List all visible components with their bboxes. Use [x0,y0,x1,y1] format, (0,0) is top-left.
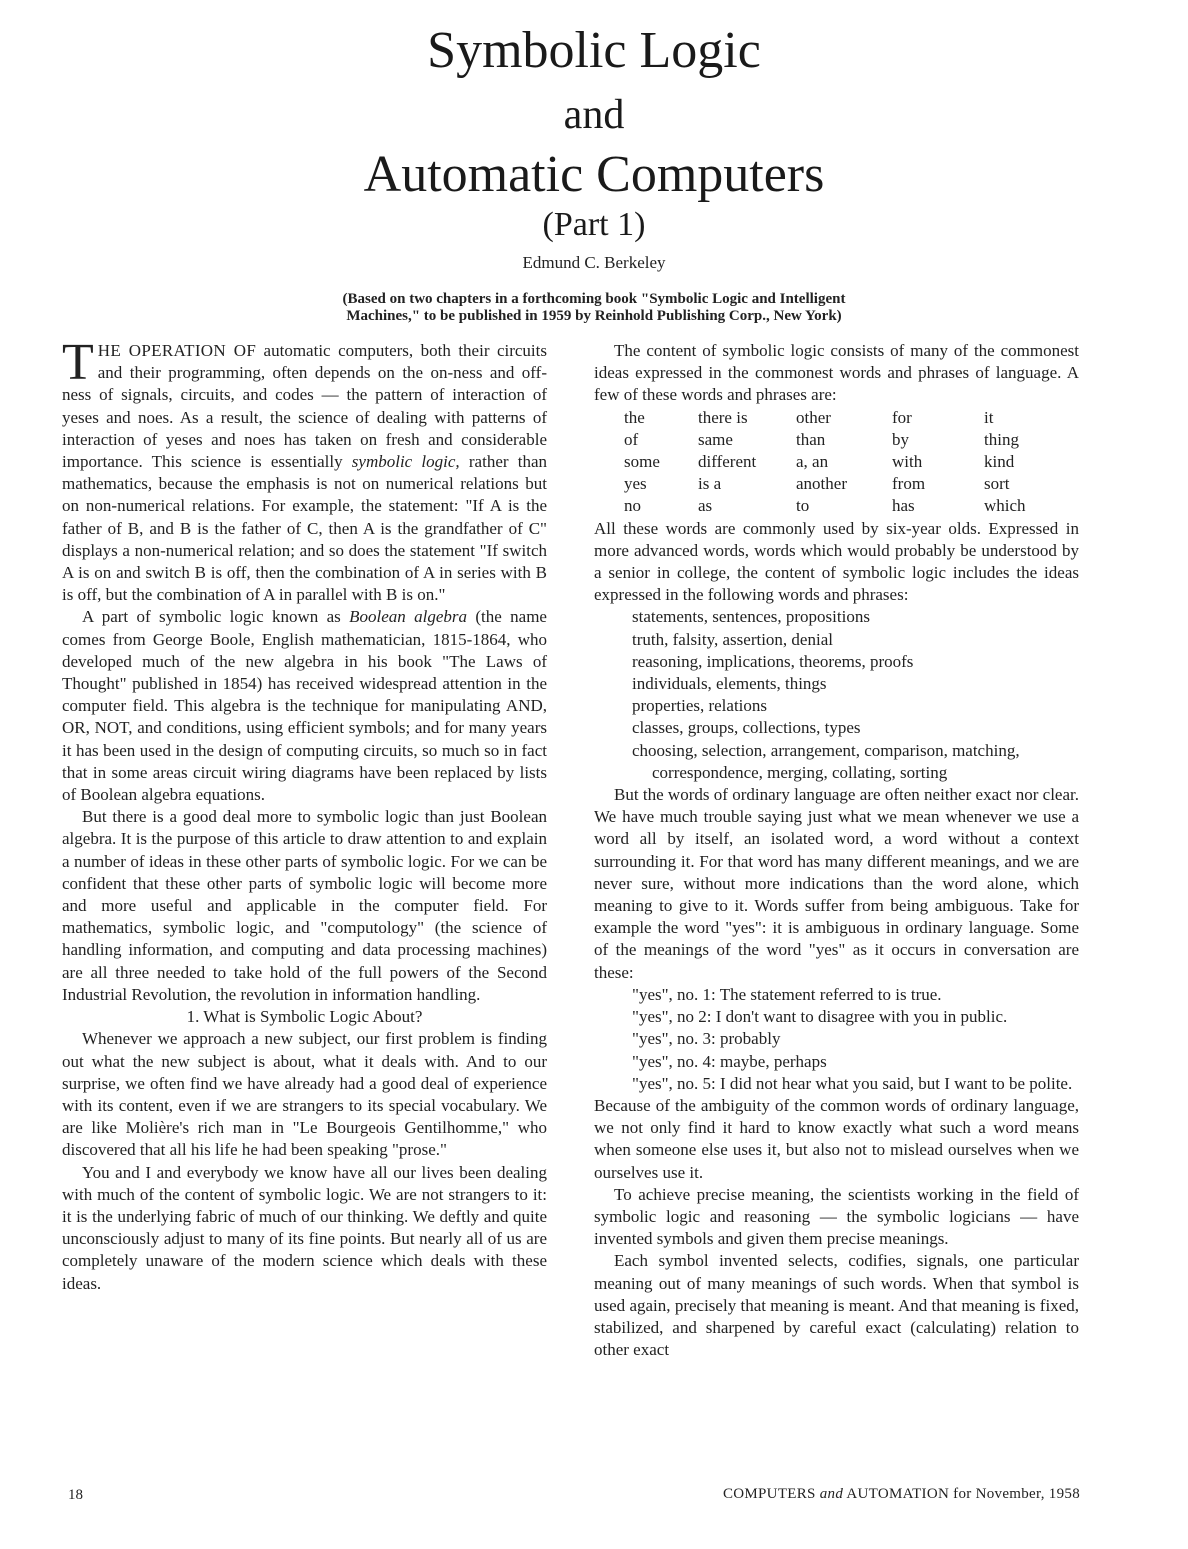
word-cell: of [624,429,639,449]
yes-meaning-item: "yes", no. 5: I did not hear what you said, but I want to be polite. [632,1073,1073,1093]
word-cell: thing [984,429,1019,449]
word-cell: no [624,496,641,516]
word-cell: with [892,452,923,472]
intro-text-b: rather than mathematics, because the emphasis is not on numerical relations but on non-numerical relations. For example, the statement: "If A is the father of B, and B is the father of C, then A is the grandfather of C" displays a non-numerical relation; and so does the statement "If switch A is on and switch B is off, then the combination of A in series with B is off, but the combination of A in parallel with B is on." [62,452,548,605]
footer-magazine-and: and [819,1486,844,1502]
footer-magazine-a: COMPUTERS [722,1486,820,1502]
word-table-row [624,429,1026,451]
title-line-3: Automatic Computers [363,146,825,203]
paragraph-everybody: You and I and everybody we know have all our lives been dealing with much of the content of symbolic logic. We are not strangers to it: it is the underlying fabric of much of our thinking. We deftly and quite unconsciously adjust to many of its fine points. But nearly all of us are completely unaware of the modern science which deals with these ideas. [62,1162,547,1293]
word-cell: there is [698,407,748,427]
yes-meaning-item: "yes", no. 3: probably [632,1029,781,1049]
word-cell: is a [698,474,722,494]
boolean-text-b: (the name comes from George Boole, English mathematician, 1815-1864, who developed much of the new algebra in his book "The Laws of Thought" published in 1854) has received widespread attention in the computer field. This algebra is the technique for manipulating AND, OR, NOT, and conditions, using efficient symbols; and for many years it has been used in the design of computing circuits, so much so in fact that in some areas circuit wiring diagrams have been replaced by lists of Boolean algebra equations. [62,607,547,805]
author-byline: Edmund C. Berkeley [522,253,666,272]
word-cell: for [892,407,912,427]
paragraph-each-symbol: Each symbol invented selects, codifies, signals, one particular meaning out of many meanings of such words. When that symbol is used again, precisely that meaning is meant. And that meaning is fixed, stabilized, and sharpened by careful exact (calculating) relation to other exact [594,1251,1079,1360]
intro-text-a: automatic computers, both their circuits and their programming, often depends on the on-ness and off-ness of signals, circuits, and codes — the pattern of interaction of yeses and noes. As a result, the science of dealing with patterns of interaction of yeses and noes has taken on fresh and considerable importance. This science is essentially [62,341,547,472]
paragraph-boolean [62,606,547,806]
word-table-row [624,451,1026,473]
right-column [594,340,1079,1361]
boolean-text-a: A part of symbolic logic known as [82,607,350,627]
word-cell: which [984,496,1026,516]
title-line-2: and [563,92,625,138]
paragraph-precise-meaning: To achieve precise meaning, the scientists working in the field of symbolic logic and reasoning — the symbolic logicians — have invented symbols and given them precise meanings. [594,1184,1079,1249]
word-cell: as [698,496,713,516]
yes-meanings-list [594,984,1079,1095]
word-cell: yes [624,474,647,494]
phrase-item: statements, sentences, propositions [632,607,870,627]
word-cell: the [624,407,645,427]
phrase-item: truth, falsity, assertion, denial [632,629,833,649]
editor-note-line-2: Machines," to be published in 1959 by Reinhold Publishing Corp., New York) [346,308,842,324]
footer-magazine-b: AUTOMATION for November, 1958 [843,1486,1080,1502]
paragraph-approach: Whenever we approach a new subject, our first problem is finding out what the new subject is about, what it deals with. And to our surprise, we often find we have already had a good deal of experience with its content, even if we are strangers to its special vocabulary. We are like Molière's rich man in "Le Bourgeois Gentilhomme," who discovered that all his life he had been speaking "prose." [62,1029,547,1160]
word-cell: kind [984,452,1015,472]
word-table-row [624,407,1026,429]
paragraph-content: The content of symbolic logic consists of many of the commonest ideas expressed in the commonest words and phrases of language. A few of these words and phrases are: [594,341,1079,405]
word-cell: to [796,496,810,516]
word-cell: other [796,407,831,427]
paragraph-ambiguity: Because of the ambiguity of the common words of ordinary language, we not only find it hard to know exactly what such a word means when someone else uses it, but also not to mislead ourselves when we ourselves use it. [594,1095,1079,1182]
word-cell: some [624,452,660,472]
word-cell: it [984,407,994,427]
paragraph-more: But there is a good deal more to symbolic logic than just Boolean algebra. It is the purpose of this article to draw attention to and explain a number of ideas in these other parts of symbolic logic. For we can be confident that these other parts of symbolic logic will become more and more useful and applicable in the computer field. For mathematics, symbolic logic, and "computology" (the science of handling information, and computing and data processing machines) are all three needed to take hold of the full powers of the Second Industrial Revolution, the revolution in information handling. [62,807,547,1004]
page-number: 18 [68,1487,83,1503]
title-line-1: Symbolic Logic [427,22,761,79]
word-cell: different [698,452,757,472]
paragraph-six-year-olds: All these words are commonly used by six-year olds. Expressed in more advanced words, words which would probably be understood by a senior in college, the content of symbolic logic includes the ideas expressed in the following words and phrases: [594,518,1079,605]
yes-meaning-item: "yes", no 2: I don't want to disagree with you in public. [632,1007,1008,1027]
paragraph-intro [62,334,548,606]
word-cell: has [892,496,915,516]
word-cell: by [892,429,909,449]
word-cell: sort [984,474,1010,494]
editor-note [240,291,948,325]
paragraph-ordinary-language: But the words of ordinary language are often neither exact nor clear. We have much trouble saying just what we mean whenever we use a word all by itself, an isolated word, a word without a context surrounding it. For that word has many different meanings, and we are never sure, without more indications than the word alone, which meaning to give to it. Words suffer from being ambiguous. Take for example the word "yes": it is ambiguous in ordinary language. Some of the meanings of the word "yes" as it occurs in conversation are these: [594,785,1079,982]
intro-lead: HE OPERATION OF [97,341,257,360]
word-table [624,407,1026,518]
word-cell: a, an [796,452,829,472]
phrase-item: properties, relations [632,696,768,716]
phrase-item: individuals, elements, things [632,674,827,694]
title-part: (Part 1) [542,206,646,243]
yes-meaning-item: "yes", no. 4: maybe, perhaps [632,1051,827,1071]
intro-emphasis: symbolic logic, [351,452,460,472]
editor-note-line-1: (Based on two chapters in a forthcoming book "Symbolic Logic and Intelligent [342,291,846,307]
word-cell: same [698,429,733,449]
left-column [62,334,548,1295]
word-cell: than [796,429,826,449]
drop-cap: T [62,334,94,391]
running-footer [723,1486,1080,1503]
section-heading: 1. What is Symbolic Logic About? [186,1007,423,1027]
phrase-item: classes, groups, collections, types [632,718,861,738]
phrase-item: choosing, selection, arrangement, comparison, matching, correspondence, merging, collating, sorting [632,740,1020,782]
phrase-list [594,606,1079,784]
yes-meaning-item: "yes", no. 1: The statement referred to is true. [632,984,942,1004]
word-table-row [624,473,1026,495]
word-cell: another [796,474,847,494]
word-table-row [624,495,1026,517]
boolean-emphasis: Boolean algebra [349,607,468,627]
phrase-item: reasoning, implications, theorems, proofs [632,651,914,671]
word-cell: from [892,474,926,494]
